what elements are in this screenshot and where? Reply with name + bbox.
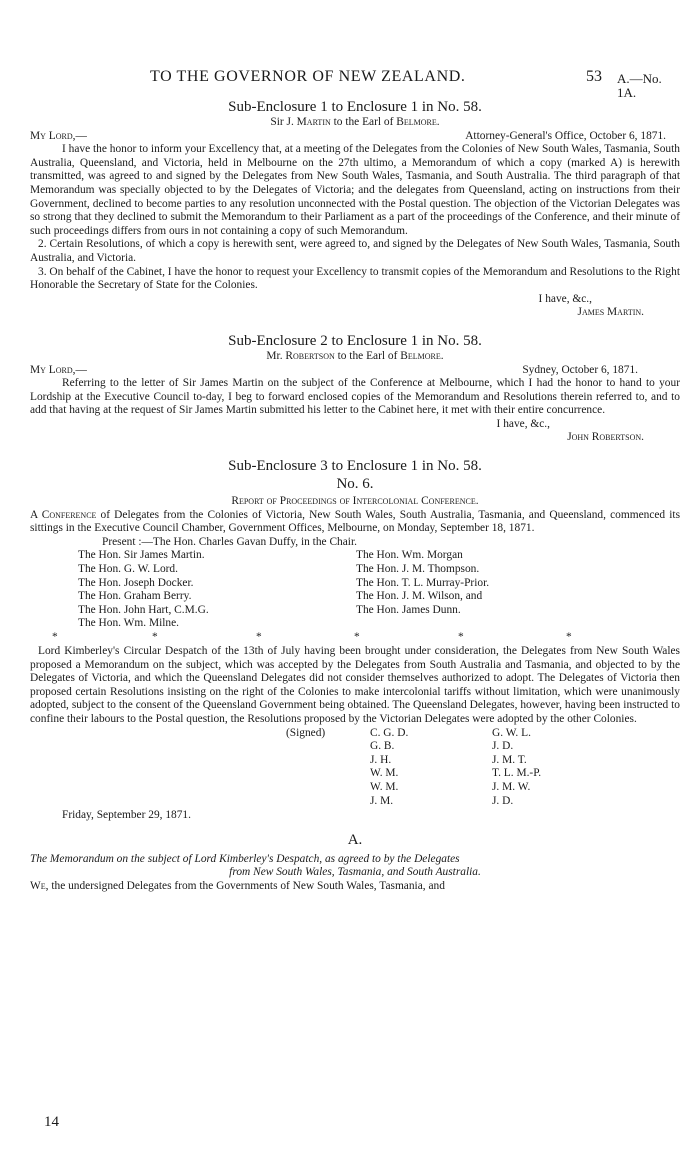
section-title: Sub-Enclosure 2 to Enclosure 1 in No. 58. <box>228 332 482 349</box>
star-mark: * <box>566 631 572 644</box>
report-date: Friday, September 29, 1871. <box>62 809 191 821</box>
paragraph-lead: A Conference <box>30 508 97 521</box>
report-title: Report of Proceedings of Intercolonial Conference. <box>231 495 479 508</box>
star-mark: * <box>354 631 360 644</box>
signatory-initials: W. M. <box>370 767 399 780</box>
signatory-initials: G. W. L. <box>492 726 531 739</box>
closing: I have, &c., <box>496 417 550 430</box>
paragraph: Referring to the letter of Sir James Martin on the subject of the Conference at Melbourne, which I had the honor to hand to your Lordship at the Executive Council to-day, I beg to forward enclosed copies of the Memorandum and Resolutions therein referred to, and to add that having at the request of Sir James Martin submitted his letter to the Cabinet here, it met with their entire concurrence. <box>30 377 680 417</box>
signatories <box>30 727 680 823</box>
signatory-initials: J. M. T. <box>492 753 527 766</box>
signatory-initials: J. D. <box>492 740 514 753</box>
signatory-initials: J. M. W. <box>492 780 531 793</box>
member-name: The Hon. Wm. Morgan <box>356 549 463 562</box>
member-name: The Hon. James Dunn. <box>356 603 461 616</box>
page-number: 53 <box>586 68 602 85</box>
ellipsis-stars <box>30 631 680 645</box>
document-code: A.—No. 1A. <box>617 71 662 100</box>
place-date: Attorney-General's Office, October 6, 1871. <box>465 129 666 142</box>
paragraph: 3. On behalf of the Cabinet, I have the honor to request your Excellency to transmit copies of the Memorandum and Resolutions to the Right Honorable the Secretary of State for the Colonies. <box>30 265 680 292</box>
member-name: The Hon. T. L. Murray-Prior. <box>356 576 490 589</box>
signatory-initials: G. B. <box>370 740 395 753</box>
signatory-initials: W. M. <box>370 780 399 793</box>
star-mark: * <box>256 631 262 644</box>
section-number: No. 6. <box>336 476 374 493</box>
header-title: TO THE GOVERNOR OF NEW ZEALAND. <box>150 68 466 85</box>
paragraph: Lord Kimberley's Circular Despatch of the 13th of July having been brought under consideration, the Delegates from New South Wales proposed a Memorandum on the subject, which was accepted by the Delegates from South Australia and Tasmania, and objected to by the Delegates of Victoria, and which the Queensland Delegates did not consider themselves authorized to adopt. The Delegates of Victoria then proposed certain Resolutions insisting on the right of the Colonies to make intercolonial tariffs without limitation, which were unanimously adopted, subject to the consent of the Queensland Government being obtained. The Queensland Delegates, however, having been instructed to confine their labours to the Postal question, the Resolutions proposed by the Victorian Delegates were adopted by the other Colonies. <box>30 645 680 725</box>
present-line: Present :—The Hon. Charles Gavan Duffy, in the Chair. <box>102 535 357 548</box>
star-mark: * <box>152 631 158 644</box>
letter-heading: Mr. Robertson to the Earl of Belmore. <box>266 349 444 362</box>
member-name: The Hon. J. M. Wilson, and <box>356 590 483 603</box>
sub-enclosure-3 <box>30 457 680 823</box>
signatory-initials: C. G. D. <box>370 726 409 739</box>
star-mark: * <box>458 631 464 644</box>
paragraph: of Delegates from the Colonies of Victoria, New South Wales, South Australia, Tasmania, and Queensland, commenced its sittings in the Executive Council Chamber, Government Offices, Melbourne, on Monday, September 18, 1871. <box>30 508 681 535</box>
member-name: The Hon. Wm. Milne. <box>78 617 180 630</box>
members-list <box>30 549 680 631</box>
memorandum-a <box>30 831 680 894</box>
signature-mark: 14 <box>44 1114 59 1130</box>
signed-label: (Signed) <box>286 726 326 739</box>
signatory-initials: J. D. <box>492 794 514 807</box>
member-name: The Hon. J. M. Thompson. <box>356 563 480 576</box>
section-title: Sub-Enclosure 1 to Enclosure 1 in No. 58. <box>228 99 482 115</box>
paragraph: 2. Certain Resolutions, of which a copy is herewith sent, were agreed to, and signed by the Delegates of New South Wales, Tasmania, South Australia, and Victoria. <box>30 238 680 264</box>
sub-enclosure-2 <box>30 332 680 445</box>
sub-enclosure-1 <box>30 98 680 320</box>
signatory-initials: T. L. M.-P. <box>492 767 542 780</box>
section-title: Sub-Enclosure 3 to Enclosure 1 in No. 58. <box>228 458 482 475</box>
member-name: The Hon. Graham Berry. <box>78 590 192 603</box>
paragraph-lead: We <box>30 879 46 892</box>
running-header <box>30 68 680 100</box>
star-mark: * <box>52 631 58 644</box>
signatory-initials: J. M. <box>370 794 394 807</box>
paragraph: I have the honor to inform your Excellency that, at a meeting of the Delegates from the Colonies of New South Wales, Tasmania, South Australia, Queensland, and Victoria, held in Melbourne on the 27th ultimo, a Memorandum of which a copy (marked A) is herewith transmitted, was agreed to and signed by the Delegates from New South Wales, Tasmania, and South Australia. The third paragraph of that Memorandum was specially objected to by the Delegates of Victoria; and the delegates from Queensland, acting on instructions from their Government, declined to become parties to any resolution unconnected with the Postal question. The objection of the Victorian Delegates was so strong that they declined to submit the Memorandum to their Parliament as a part of the proceedings of the Conference, and their minute of such proceedings differs from ours in not containing a copy of such Memorandum. <box>30 143 680 237</box>
paragraph: , the undersigned Delegates from the Governments of New South Wales, Tasmania, and <box>45 879 445 892</box>
place-date: Sydney, October 6, 1871. <box>522 363 638 376</box>
member-name: The Hon. Sir James Martin. <box>78 549 205 562</box>
document-page <box>30 0 680 893</box>
salutation: My Lord,— <box>30 363 87 376</box>
section-heading: A. <box>347 831 363 848</box>
closing: I have, &c., <box>538 292 592 305</box>
signature: John Robertson. <box>567 431 644 444</box>
memorandum-caption: The Memorandum on the subject of Lord Kimberley's Despatch, as agreed to by the Delegates <box>30 852 460 865</box>
salutation: My Lord,— <box>30 129 87 142</box>
member-name: The Hon. G. W. Lord. <box>78 563 178 576</box>
member-name: The Hon. Joseph Docker. <box>78 576 194 589</box>
member-name: The Hon. John Hart, C.M.G. <box>78 603 209 616</box>
memorandum-caption: from New South Wales, Tasmania, and South Australia. <box>229 866 481 879</box>
letter-heading: Sir J. Martin to the Earl of Belmore. <box>270 116 440 128</box>
signatory-initials: J. H. <box>370 753 392 766</box>
signature: James Martin. <box>577 306 644 319</box>
